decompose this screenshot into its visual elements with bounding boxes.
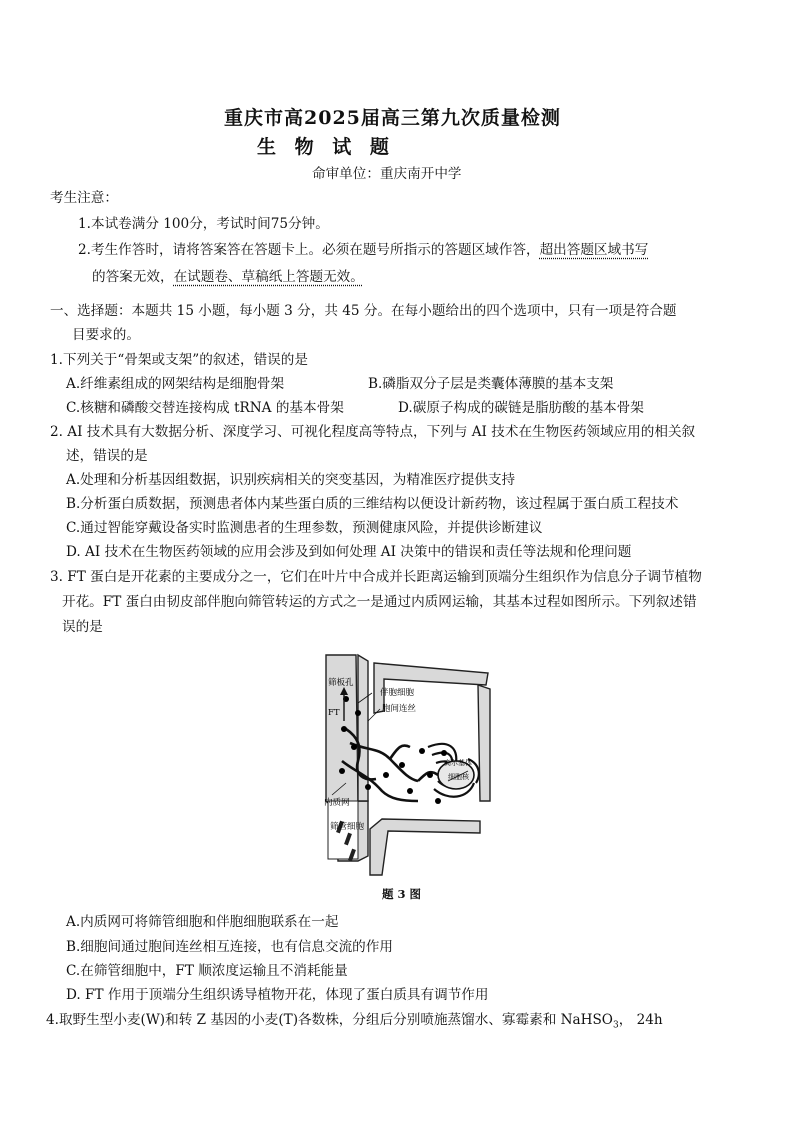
q2-option-b: B.分析蛋白质数据，预测患者体内某些蛋白质的三维结构以便设计新药物，该过程属于蛋白质工程技术 bbox=[66, 496, 679, 512]
notice-item-1: 1.本试卷满分 100分，考试时间75分钟。 bbox=[78, 216, 329, 232]
q4-stem-end: ， 24h bbox=[618, 1012, 663, 1028]
q3-stem: 3. FT 蛋白是开花素的主要成分之一，它们在叶片中合成并长距离运输到顶端分生组织作为信息分子调节植物 bbox=[50, 569, 702, 585]
q3-option-b: B.细胞间通过胞间连丝相互连接，也有信息交流的作用 bbox=[66, 939, 393, 955]
q3-stem-end: 误的是 bbox=[62, 619, 103, 635]
label-nucleus: 细胞核 bbox=[448, 773, 469, 781]
notice-item-2-emphasis: 超出答题区域书写 bbox=[539, 242, 649, 258]
q1-option-a: A.纤维素组成的网架结构是细胞骨架 bbox=[66, 376, 285, 392]
q2-option-c: C.通过智能穿戴设备实时监测患者的生理参数，预测健康风险，并提供诊断建议 bbox=[66, 520, 543, 536]
q2-option-d: D. AI 技术在生物医药领域的应用会涉及到如何处理 AI 决策中的错误和责任等法规和伦理问题 bbox=[66, 544, 632, 560]
section-1-instructions-cont: 目要求的。 bbox=[72, 327, 140, 343]
q4-stem bbox=[46, 1008, 663, 1031]
exam-title: 重庆市高2025届高三第九次质量检测 bbox=[224, 107, 561, 129]
q3-figure-drawing bbox=[298, 651, 504, 879]
q1-option-c: C.核糖和磷酸交替连接构成 tRNA 的基本骨架 bbox=[66, 400, 344, 416]
subject-title: 生 物 试 题 bbox=[257, 136, 395, 158]
notice-item-2 bbox=[78, 238, 648, 258]
q2-option-a: A.处理和分析基因组数据，识别疾病相关的突变基因，为精准医疗提供支持 bbox=[66, 472, 516, 488]
notice-heading: 考生注意： bbox=[50, 190, 118, 206]
notice-item-2-cont bbox=[92, 265, 364, 285]
q4-stem-text: 4.取野生型小麦(W)和转 Z 基因的小麦(T)各数株，分组后分别喷施蒸馏水、寡霉素和 NaHSO bbox=[46, 1012, 613, 1028]
q4-subscript: 3 bbox=[612, 1020, 619, 1031]
label-sieve-cell: 筛管细胞 bbox=[330, 822, 365, 832]
label-companion-cell: 伴胞细胞 bbox=[380, 688, 415, 698]
q3-option-c: C.在筛管细胞中，FT 顺浓度运输且不消耗能量 bbox=[66, 963, 348, 979]
label-er: 内质网 bbox=[324, 798, 350, 808]
q1-stem: 1.下列关于“骨架或支架”的叙述，错误的是 bbox=[50, 352, 308, 368]
issuer-line: 命审单位：重庆南开中学 bbox=[312, 166, 462, 182]
q2-stem: 2. AI 技术具有大数据分析、深度学习、可视化程度高等特点，下列与 AI 技术在生物医药领域应用的相关叙 bbox=[50, 424, 696, 440]
notice-item-2-text: 2.考生作答时，请将答案答在答题卡上。必须在题号所指示的答题区域作答， bbox=[78, 242, 540, 258]
label-plasmodesmata: 胞间连丝 bbox=[382, 704, 417, 714]
q1-option-d: D.碳原子构成的碳链是脂肪酸的基本骨架 bbox=[398, 400, 644, 416]
q1-option-b: B.磷脂双分子层是类囊体薄膜的基本支架 bbox=[368, 376, 614, 392]
q3-option-d: D. FT 作用于顶端分生组织诱导植物开花，体现了蛋白质具有调节作用 bbox=[66, 987, 489, 1003]
q2-stem-cont: 述，错误的是 bbox=[66, 448, 148, 464]
q3-option-a: A.内质网可将筛管细胞和伴胞细胞联系在一起 bbox=[66, 914, 339, 930]
label-sieve-pore: 筛板孔 bbox=[328, 678, 354, 688]
label-golgi: 高尔基体 bbox=[444, 759, 472, 767]
notice-item-2-cont-text: 的答案无效， bbox=[92, 269, 174, 285]
q3-figure-caption: 题 3 图 bbox=[382, 887, 422, 901]
label-ft: FT bbox=[328, 708, 340, 718]
q3-figure bbox=[298, 651, 504, 879]
section-1-instructions: 一、选择题：本题共 15 小题，每小题 3 分，共 45 分。在每小题给出的四个选项中，只有一项是符合题 bbox=[50, 303, 677, 319]
notice-item-2-cont-emphasis: 在试题卷、草稿纸上答题无效。 bbox=[173, 269, 364, 285]
q3-stem-cont: 开花。FT 蛋白由韧皮部伴胞向筛管转运的方式之一是通过内质网运输，其基本过程如图所示。下列叙述错 bbox=[62, 594, 697, 610]
